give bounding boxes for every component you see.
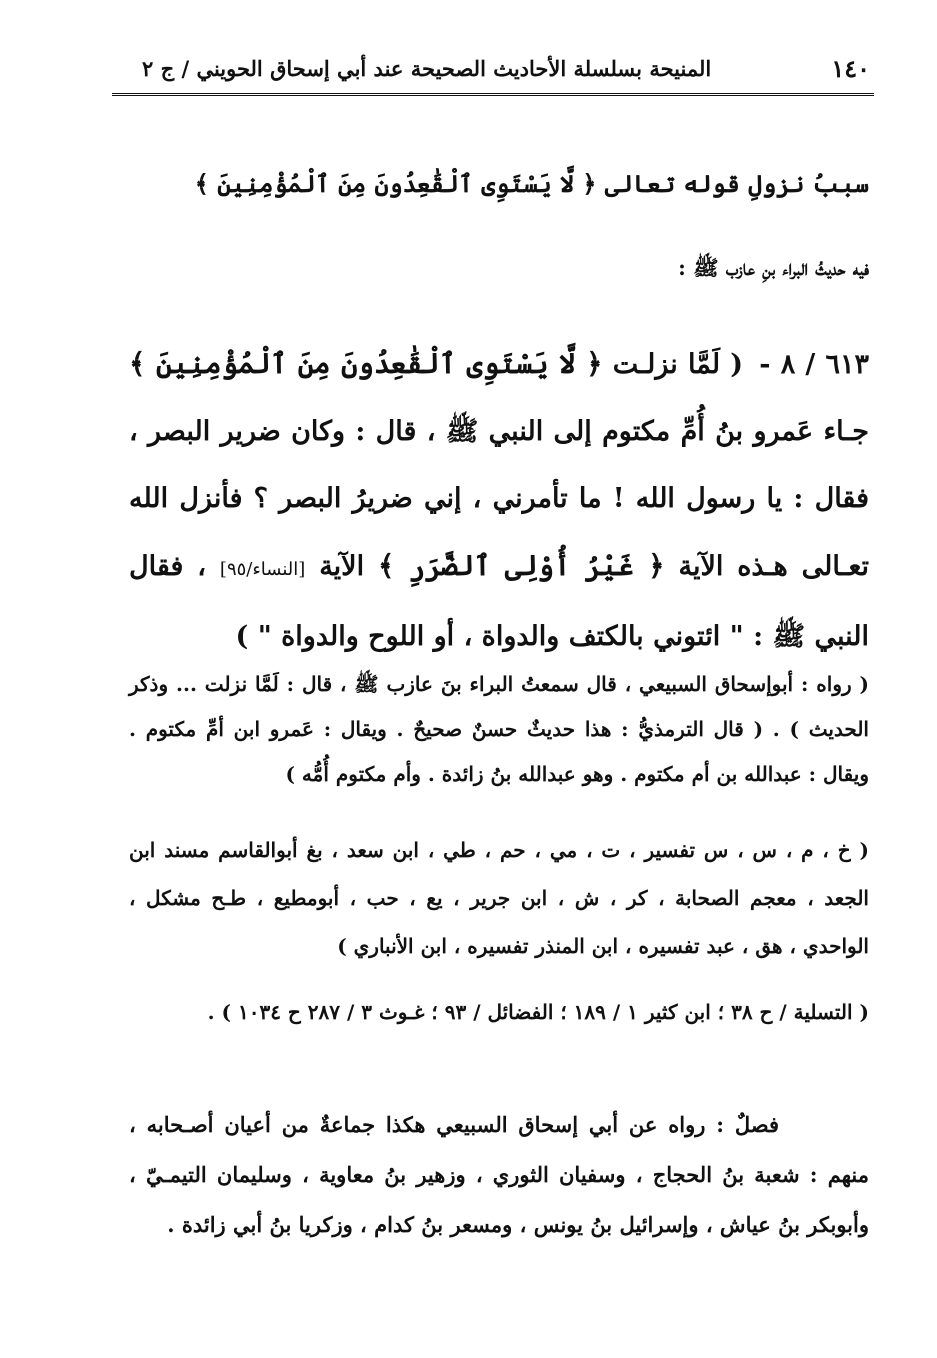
- fasl-text: فصلٌ : رواه عن أبي إسحاق السبيعي هكذا جماعةٌ من أعيان أصـحابه ، منهم : شعبة بنُ الحجاج ، وسفيان الثوري ، وزهير بنُ معاوية ، وسليمان التيمـيّ ، وأبوبكر بنُ عياش ، وإسرائيل بنُ يونس ، ومسعر بنُ كدام ، وزكريا بنُ أبي زائدة .: [129, 1112, 869, 1237]
- book-title: المنيحة بسلسلة الأحاديث الصحيحة عند أبي إسحاق الحويني / ج ٢: [142, 56, 712, 81]
- hadith-opening: ( لَمَّا نزلـت: [612, 349, 744, 380]
- quran-verse: ﴿ لَّا يَسْتَوِى ٱلْقَٰعِدُونَ مِنَ ٱلْمُؤْمِنِينَ ﴾: [129, 347, 603, 380]
- fasl-paragraph: [129, 1100, 869, 1250]
- hadith-body: جـاء عَمرو بنُ أُمِّ مكتوم إلى النبي ﷺ ، قال : وكان ضرير البصر ، فقال : يا رسول الله ! ما تأمرني ، إني ضريرُ البصر ؟ فأنزل الله تعـالى هـذه الآية: [129, 416, 869, 582]
- quran-verse-second: ﴿ غَيْرُ أُوْلِى ٱلضَّرَرِ ﴾: [377, 549, 665, 582]
- narration-note: ( رواه : أبوإسحاق السبيعي ، قال سمعتُ البراء بنَ عازب ﷺ ، قال : لَمَّا نزلت ... وذكر الحديث ) . ( قال الترمذيُّ : هذا حديثٌ حسنٌ صحيحٌ . ويقال : عَمرو ابن أمِّ مكتوم . ويقال : عبدالله بن أم مكتوم . وهو عبدالله بنُ زائدة . وأم مكتوم أُمُّه ): [129, 672, 869, 786]
- page-number: ١٤٠: [831, 54, 870, 83]
- running-header: [112, 52, 874, 96]
- section-intro: فيه حديثُ البراء بنِ عازب ﷺ :: [678, 255, 869, 280]
- hadith-number: ٦١٣ / ٨ -: [759, 349, 869, 380]
- hadith-text: [129, 330, 869, 670]
- hadith-ending: ، فقال النبي ﷺ : " ائتوني بالكتف والدواة ، أو اللوح والدواة " ): [129, 551, 869, 652]
- section-heading: [129, 162, 869, 206]
- hadith-aya-word: الآية: [319, 551, 365, 582]
- heading-verse: ﴿ لَّا يَسْتَوِى ٱلْقَٰعِدُونَ مِنَ ٱلْمُؤْمِنِينَ ﴾: [194, 169, 597, 198]
- sources-list: ( خ ، م ، س ، س تفسير ، ت ، مي ، حم ، طي ، ابن سعد ، بغ أبوالقاسم مسند ابن الجعد ، معجم الصحابة ، كر ، ش ، ابن جرير ، يع ، حب ، أبومطيع ، طـح مشكل ، الواحدي ، هق ، عبد تفسيره ، ابن المنذر تفسيره ، ابن الأنباري ): [129, 838, 869, 958]
- references-list: ( التسلية / ح ٣٨ ؛ ابن كثير ١ / ١٨٩ ؛ الفضائل / ٩٣ ؛ غـوث ٣ / ٢٨٧ ح ١٠٣٤ ) .: [207, 1000, 869, 1024]
- heading-prefix: سببُ نزولِ قوله تعالى: [604, 169, 869, 198]
- verse-reference: [النساء/٩٥]: [219, 559, 306, 580]
